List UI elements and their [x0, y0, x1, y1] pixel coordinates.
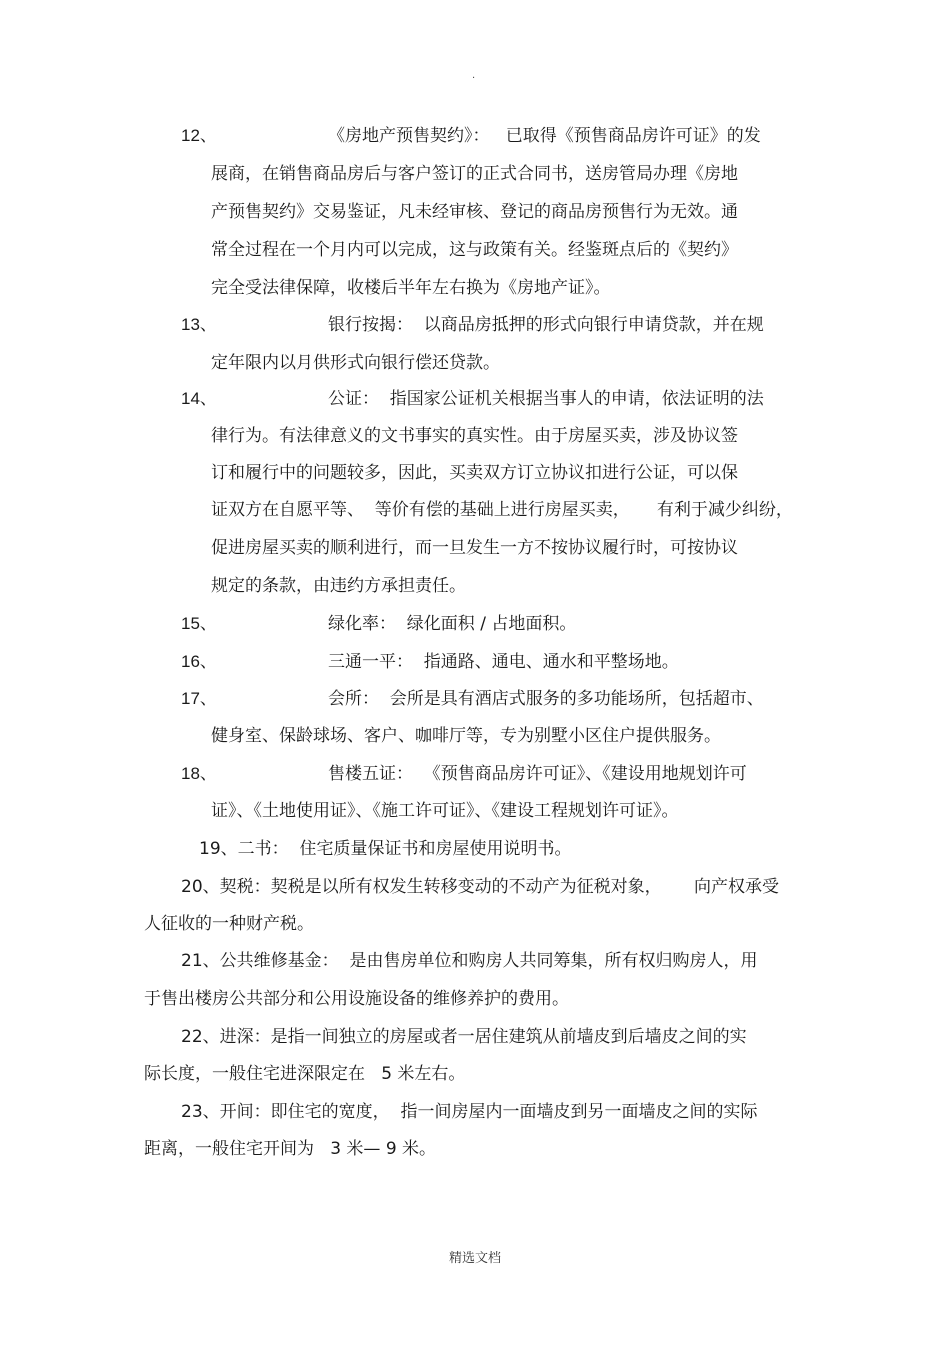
para-line: 际长度，一般住宅进深限定在 5 米左右。	[144, 1064, 466, 1084]
item-line: 绿化率： 绿化面积 / 占地面积。	[328, 614, 577, 634]
item-number: 15、	[181, 614, 217, 633]
item-number: 17、	[181, 689, 217, 708]
page-footer: 精选文档	[448, 1251, 501, 1266]
item-line: 产预售契约》交易鉴证，凡未经审核、登记的商品房预售行为无效。通	[211, 202, 738, 222]
header-mark: .	[472, 70, 476, 81]
item-line: 公证： 指国家公证机关根据当事人的申请，依法证明的法	[328, 389, 764, 409]
item-line: 售楼五证： 《预售商品房许可证》、《建设用地规划许可	[328, 764, 747, 784]
item-line: 证》、《土地使用证》、《施工许可证》、《建设工程规划许可证》。	[211, 801, 679, 821]
item-line: 定年限内以月供形式向银行偿还贷款。	[211, 353, 500, 373]
item-line: 银行按揭： 以商品房抵押的形式向银行申请贷款，并在规	[328, 315, 764, 335]
para-line: 于售出楼房公共部分和公用设施设备的维修养护的费用。	[144, 989, 569, 1009]
item-number: 14、	[181, 389, 217, 408]
item-line: 会所： 会所是具有酒店式服务的多功能场所，包括超市、	[328, 689, 764, 709]
para-line: 19、二书： 住宅质量保证书和房屋使用说明书。	[199, 839, 572, 859]
item-number: 12、	[181, 126, 217, 145]
item-line: 规定的条款，由违约方承担责任。	[211, 576, 466, 596]
item-line: 常全过程在一个月内可以完成，这与政策有关。经鉴斑点后的《契约》	[211, 240, 738, 260]
para-line: 22、进深：是指一间独立的房屋或者一居住建筑从前墙皮到后墙皮之间的实	[181, 1027, 747, 1047]
para-line: 20、契税：契税是以所有权发生转移变动的不动产为征税对象， 向产权承受	[181, 877, 780, 897]
item-line: 健身室、保龄球场、客户、咖啡厅等，专为别墅小区住户提供服务。	[211, 726, 721, 746]
item-line: 《房地产预售契约》： 已取得《预售商品房许可证》的发	[328, 126, 761, 146]
item-line: 证双方在自愿平等、 等价有偿的基础上进行房屋买卖， 有利于减少纠纷，	[211, 500, 793, 520]
para-line: 23、开间：即住宅的宽度， 指一间房屋内一面墙皮到另一面墙皮之间的实际	[181, 1102, 758, 1122]
para-line: 人征收的一种财产税。	[144, 914, 314, 934]
item-number: 16、	[181, 652, 217, 671]
para-line: 21、公共维修基金： 是由售房单位和购房人共同筹集，所有权归购房人，用	[181, 951, 758, 971]
item-number: 13、	[181, 315, 217, 334]
item-line: 三通一平： 指通路、通电、通水和平整场地。	[328, 652, 679, 672]
item-number: 18、	[181, 764, 217, 783]
item-line: 律行为。有法律意义的文书事实的真实性。由于房屋买卖，涉及协议签	[211, 426, 738, 446]
item-line: 促进房屋买卖的顺利进行，而一旦发生一方不按协议履行时，可按协议	[211, 538, 738, 558]
para-line: 距离，一般住宅开间为 3 米— 9 米。	[144, 1139, 437, 1159]
item-line: 展商，在销售商品房后与客户签订的正式合同书，送房管局办理《房地	[211, 164, 738, 184]
item-line: 完全受法律保障，收楼后半年左右换为《房地产证》。	[211, 278, 611, 298]
item-line: 订和履行中的问题较多，因此，买卖双方订立协议扣进行公证，可以保	[211, 463, 738, 483]
